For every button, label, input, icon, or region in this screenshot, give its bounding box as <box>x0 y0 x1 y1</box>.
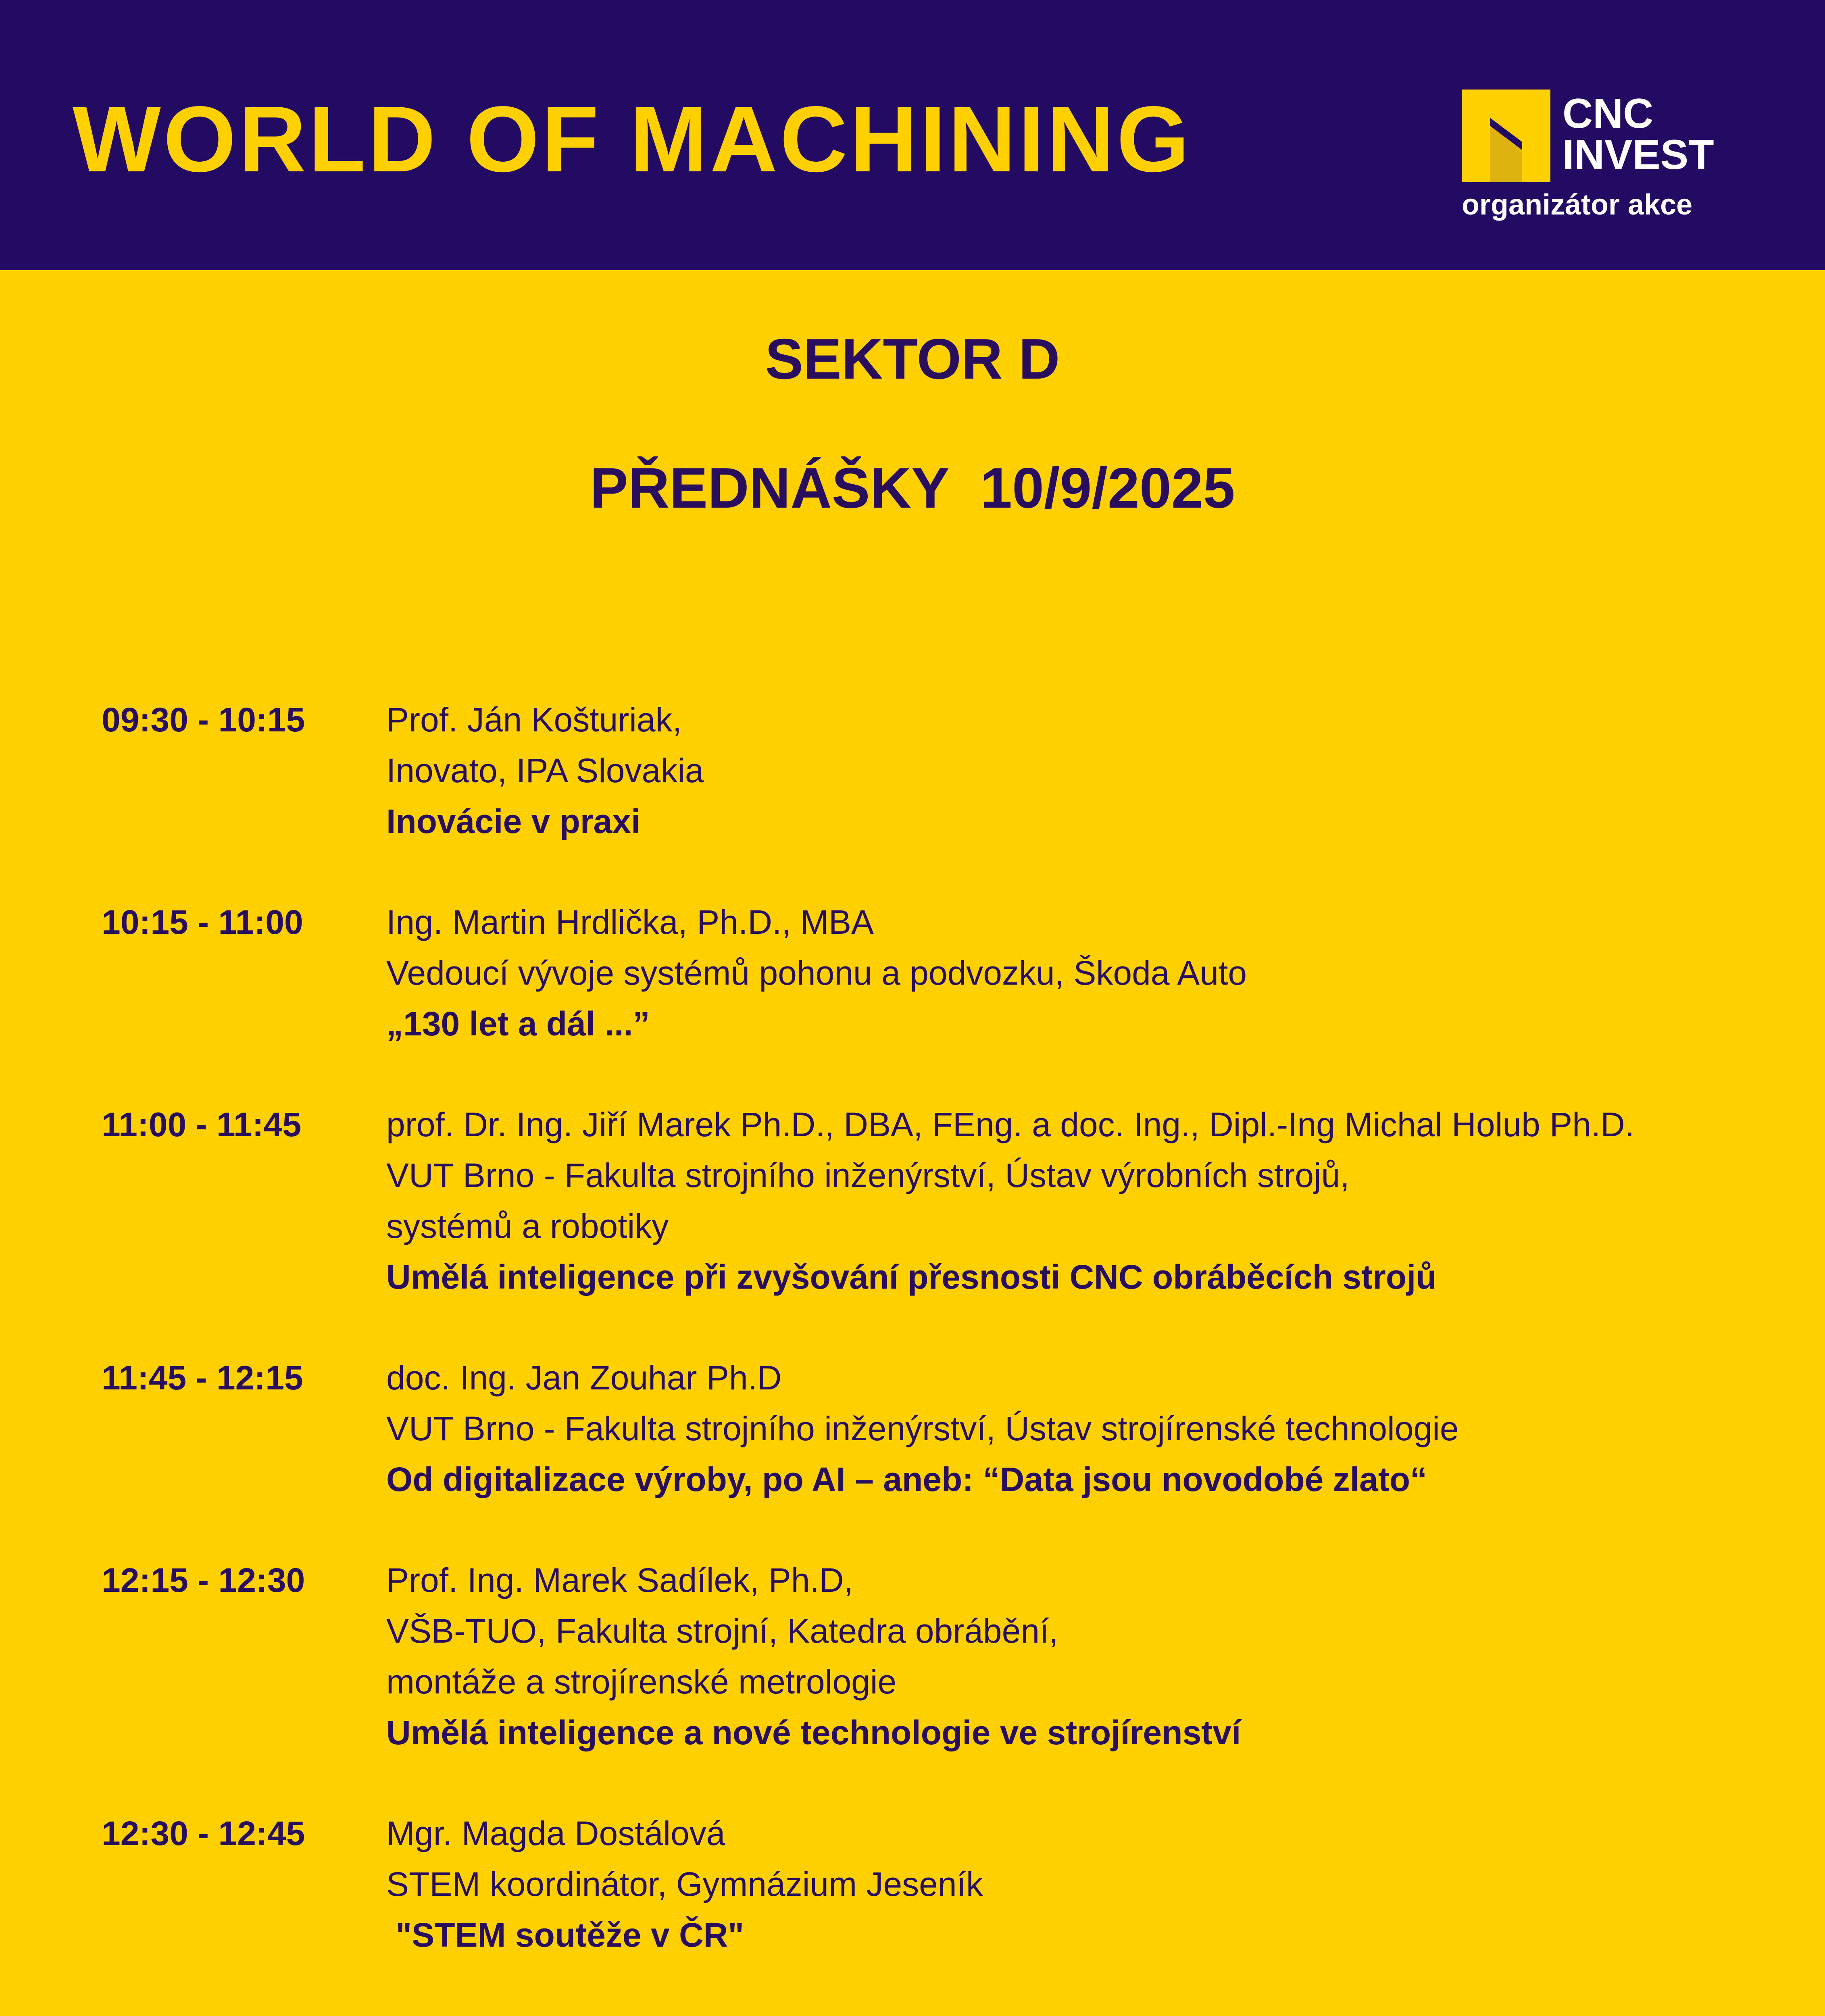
session-affiliation: VUT Brno - Fakulta strojního inženýrství, Ústav výrobních strojů, <box>386 1156 1350 1194</box>
logo-company-name: CNC INVEST <box>1562 90 1714 178</box>
session-time: 11:45 - 12:15 <box>102 1359 303 1397</box>
session-item <box>0 897 1825 1049</box>
session-affiliation: Vedoucí vývoje systémů pohonu a podvozku, Škoda Auto <box>386 954 1247 992</box>
session-item <box>0 1352 1825 1505</box>
organizer-logo <box>1462 90 1752 223</box>
session-time: 12:30 - 12:45 <box>102 1814 305 1852</box>
session-time <box>102 2010 301 2016</box>
session-affiliation: VUT Brno - Fakulta strojního inženýrství, Ústav strojírenské technologie <box>386 1410 1459 1447</box>
logo-tagline: organizátor akce <box>1462 189 1693 221</box>
session-speaker: Ing. Martin Hrdlička, Ph.D., MBA <box>386 903 874 941</box>
session-details <box>386 1808 1777 1960</box>
session-item <box>0 1555 1825 1758</box>
session-time: 09:30 - 10:15 <box>102 701 305 739</box>
session-item <box>0 1808 1825 1960</box>
event-title: WORLD OF MACHINING <box>73 87 1192 192</box>
session-details <box>386 1555 1777 1758</box>
session-speaker: Prof. Ing. Marek Sadílek, Ph.D, <box>386 1561 853 1599</box>
session-speaker: Prof. Ján Košturiak, <box>386 701 682 739</box>
session-affiliation: montáže a strojírenské metrologie <box>386 1663 897 1701</box>
session-time: 11:00 - 11:45 <box>102 1106 302 1143</box>
lectures-date-title: PŘEDNÁŠKY 10/9/2025 <box>590 456 1235 520</box>
session-details <box>386 694 1777 847</box>
session-details <box>386 1352 1777 1505</box>
header-banner <box>0 0 1825 270</box>
session-talk-title: Inovácie v praxi <box>386 802 641 840</box>
session-speaker: prof. Dr. Ing. Jiří Marek Ph.D., DBA, FEng. a doc. Ing., Dipl.-Ing Michal Holub Ph.D. <box>386 1106 1635 1143</box>
session-time: 10:15 - 11:00 <box>102 903 303 941</box>
session-time: 12:15 - 12:30 <box>102 1561 305 1599</box>
session-talk-title: Od digitalizace výroby, po AI – aneb: “Data jsou novodobé zlato“ <box>386 1460 1427 1498</box>
session-affiliation: VŠB-TUO, Fakulta strojní, Katedra obrábění, <box>386 1612 1058 1650</box>
session-talk-title: Umělá inteligence při zvyšování přesnosti CNC obráběcích strojů <box>386 1258 1437 1296</box>
lecture-schedule <box>0 694 1825 2016</box>
session-affiliation: systémů a robotiky <box>386 1207 669 1245</box>
sector-title: SEKTOR D <box>765 327 1060 391</box>
session-item <box>0 694 1825 847</box>
session-item <box>0 2010 1825 2016</box>
session-details <box>386 897 1777 1049</box>
session-speaker: Mgr. Magda Dostálová <box>386 1814 725 1852</box>
session-talk-title: "STEM soutěže v ČR" <box>386 1916 744 1954</box>
session-affiliation: Inovato, IPA Slovakia <box>386 752 704 789</box>
session-speaker: doc. Ing. Jan Zouhar Ph.D <box>386 1359 782 1397</box>
session-talk-title: „130 let a dál ...” <box>386 1005 650 1043</box>
session-details <box>386 1099 1777 1302</box>
cnc-invest-logo-mark-icon <box>1462 90 1550 182</box>
session-talk-title: Umělá inteligence a nové technologie ve strojírenství <box>386 1714 1241 1752</box>
session-details <box>386 2010 1777 2016</box>
session-speaker <box>386 2010 1777 2016</box>
session-item <box>0 1099 1825 1302</box>
session-affiliation: STEM koordinátor, Gymnázium Jeseník <box>386 1865 983 1903</box>
